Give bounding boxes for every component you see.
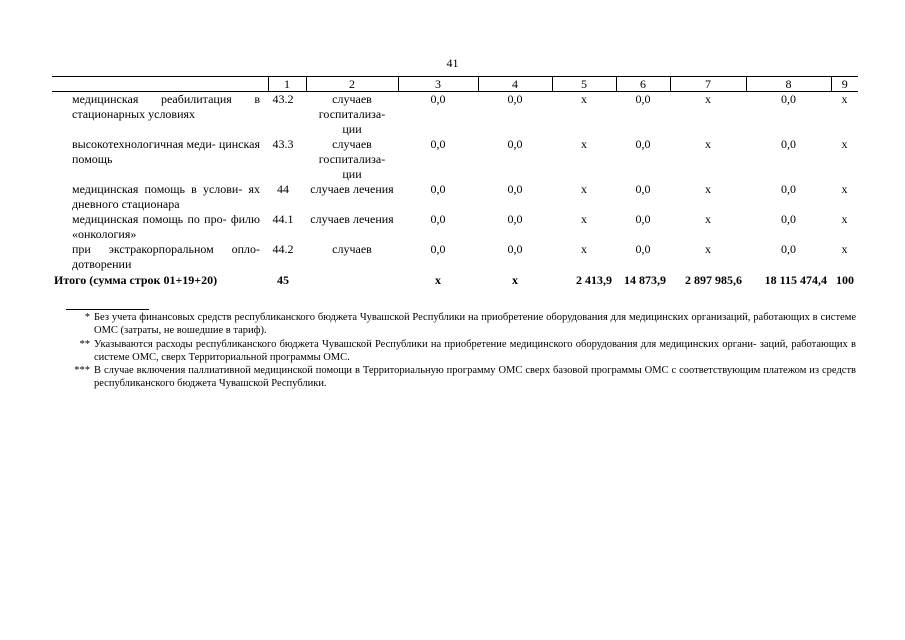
table-cell: 0,0 [781,182,796,196]
table-row [52,212,858,242]
table-cell: 0,0 [430,242,446,256]
total-label: Итого (сумма строк 01+19+20) [54,273,218,287]
table-cell: х [841,242,848,256]
table-cell: 0,0 [507,242,523,256]
header-cell: 2 [306,77,398,92]
row-unit: случаев лечения [310,182,394,196]
table-cell: 0,0 [507,182,523,196]
table-cell: 0,0 [635,212,651,226]
footnote-text: Без учета финансовых средств республиканского бюджета Чувашской Республики на приобретение оборудования для медицинских организаций, работающих в системе ОМС (затраты, не вошедшие в тариф). [94,312,856,337]
total-code: 45 [277,273,289,287]
total-cell: 100 [836,273,854,287]
row-label: медицинская помощь по про- филю «онкология» [72,212,260,241]
row-code: 43.2 [272,92,294,106]
footnote-mark: * [84,312,90,323]
table-cell: 0,0 [507,92,523,106]
table-cell: 0,0 [635,242,651,256]
table-cell: 0,0 [635,137,651,151]
total-row [52,272,858,288]
table-cell: 0,0 [430,137,446,151]
page-number: 41 [446,56,459,70]
row-unit: случаев госпитализа- ции [318,92,386,136]
header-cell: 4 [478,77,552,92]
row-unit: случаев [332,242,372,256]
header-cell: 1 [268,77,306,92]
row-code: 44 [277,182,289,196]
table-cell: 0,0 [507,137,523,151]
footnote-text: В случае включения паллиативной медицинской помощи в Территориальную программу ОМС сверх базовой программы ОМС с соответствующим платежом из средств республиканского бюджета Чувашской Республики. [94,365,856,390]
total-cell: х [512,273,518,287]
footnote-text: Указываются расходы республиканского бюджета Чувашской Республики на приобретение медицинского оборудования для медицинских органи- заций, работающих в системе ОМС, сверх Территориальной программы ОМС. [94,338,856,363]
row-code: 44.2 [272,242,294,256]
header-cell: 8 [746,77,831,92]
row-code: 43.3 [272,137,294,151]
row-label: медицинская помощь в услови- ях дневного стационара [72,182,260,211]
table-row [52,137,858,182]
table-cell: 0,0 [430,182,446,196]
row-code: 44.1 [272,212,294,226]
table-cell: х [581,137,587,151]
table-cell: 0,0 [781,92,796,106]
header-cell: 6 [616,77,670,92]
row-label: высокотехнологичная меди- цинская помощь [72,137,260,166]
table-cell: х [841,137,848,151]
table-cell: х [581,182,587,196]
table-cell: х [841,212,848,226]
header-cell: 9 [831,77,858,92]
table-cell: 0,0 [635,92,651,106]
total-cell: 2 413,9 [576,273,612,287]
table-header-row [52,77,858,92]
table-cell: х [705,242,711,256]
total-cell: 14 873,9 [624,273,666,287]
header-cell: 5 [552,77,616,92]
footnote [56,338,856,365]
table-cell: х [841,182,848,196]
table-cell: 0,0 [507,212,523,226]
footnote [56,311,856,338]
total-unit [306,272,398,288]
header-cell [52,77,268,92]
table-cell: х [581,92,587,106]
table-cell: 0,0 [430,92,446,106]
table-cell: 0,0 [635,182,651,196]
table-row [52,182,858,212]
header-cell: 3 [398,77,478,92]
table-cell: 0,0 [781,212,796,226]
footnote-divider [66,309,149,310]
total-cell: 18 115 474,4 [764,273,827,287]
row-label: при экстракорпоральном опло- дотворении [72,242,260,271]
table-cell: х [705,182,711,196]
table-cell: х [581,242,587,256]
footnote-mark: *** [74,365,90,377]
table-cell: х [705,137,711,151]
table-cell: х [841,92,848,106]
header-cell: 7 [670,77,746,92]
row-label: медицинская реабилитация в стационарных условиях [72,92,260,121]
data-table [52,76,858,288]
footnotes [56,311,856,391]
table-cell: 0,0 [781,242,796,256]
footnote-mark: ** [79,338,90,350]
table-cell: х [705,212,711,226]
table-cell: 0,0 [781,137,796,151]
table-row [52,242,858,272]
table-cell: х [581,212,587,226]
footnote [56,364,856,391]
total-cell: 2 897 985,6 [685,273,742,287]
total-cell: х [435,273,441,287]
row-unit: случаев госпитализа- ции [318,137,386,181]
table-row [52,92,858,138]
table-cell: х [705,92,711,106]
row-unit: случаев лечения [310,212,394,226]
table-cell: 0,0 [430,212,446,226]
